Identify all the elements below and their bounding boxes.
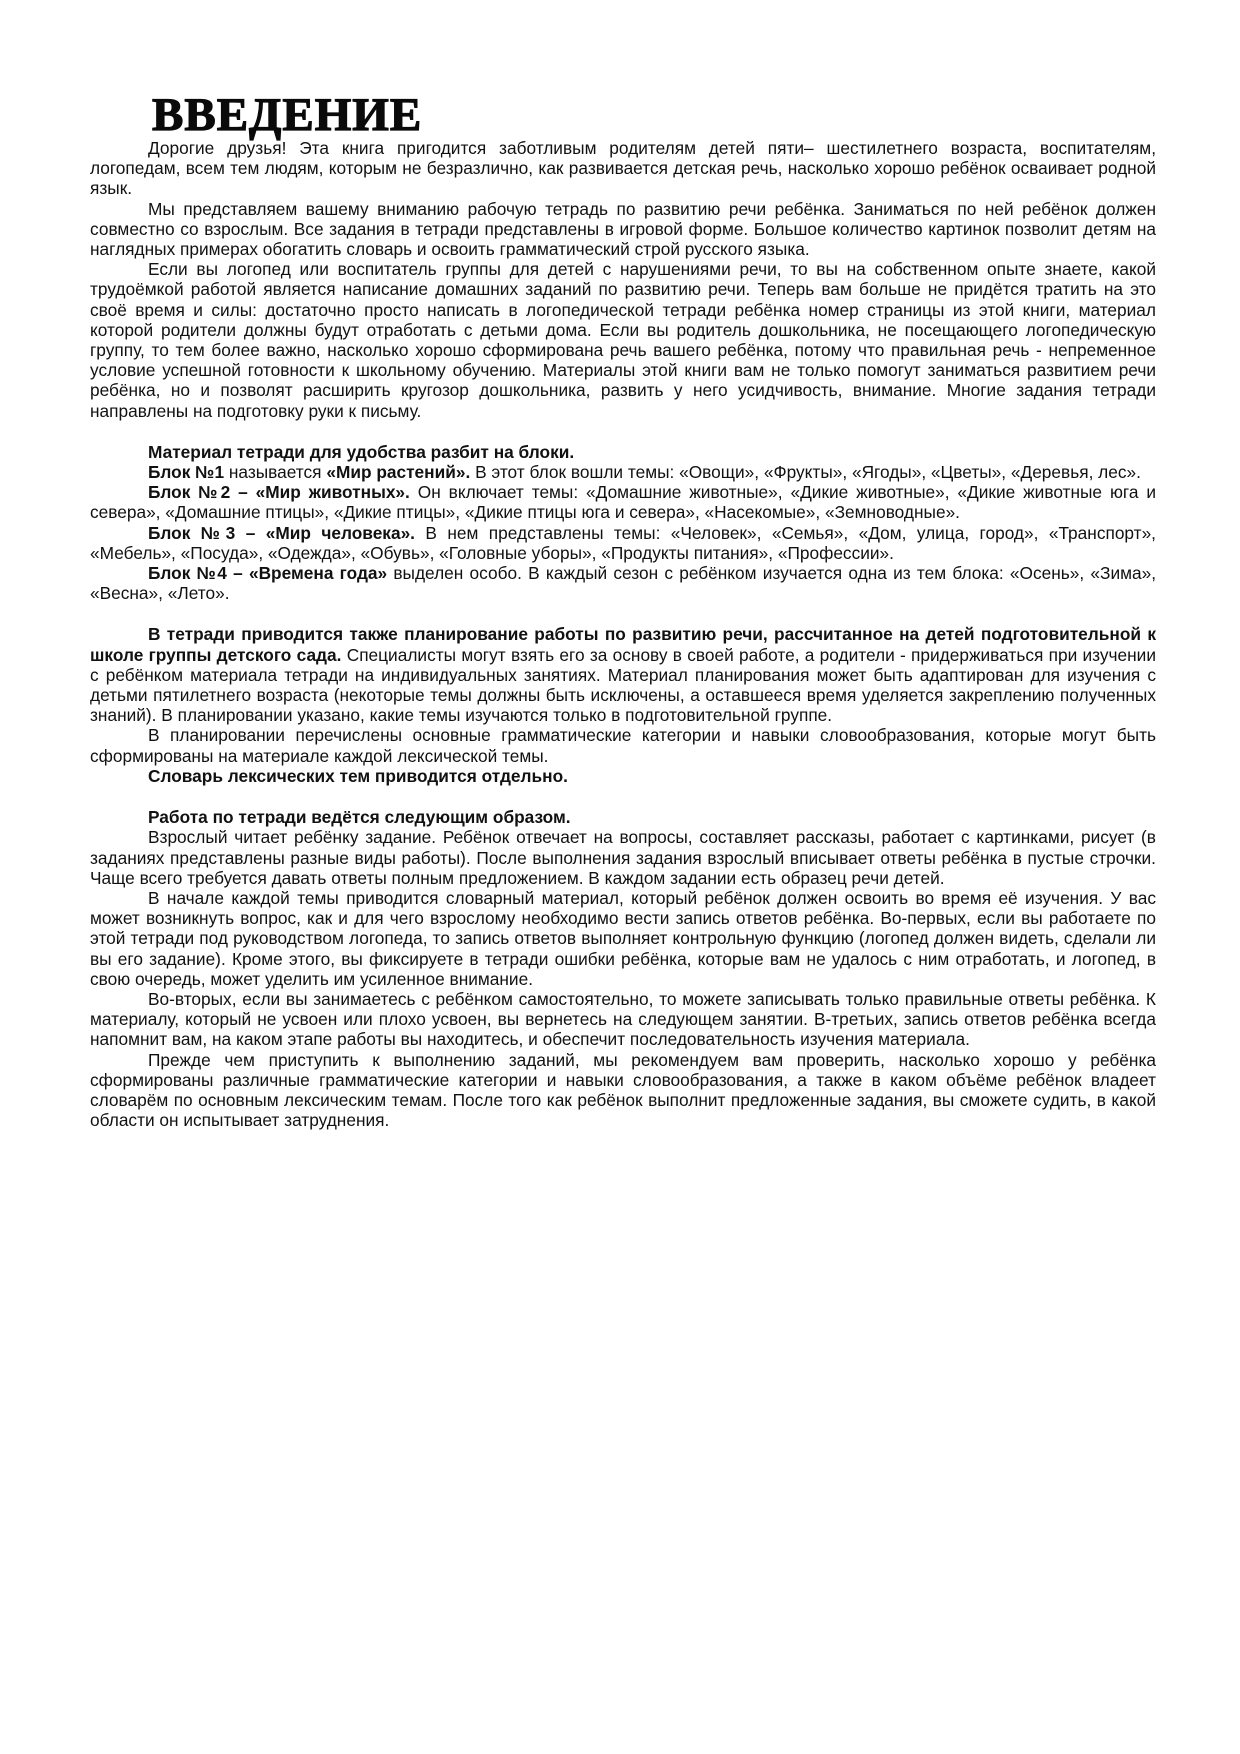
block-2-text: Он включает темы: «Домашние животные», «Дикие животные», «Дикие животные юга и севера», «Домашние птицы», «Дикие птицы», «Дикие птицы юга и севера», «Насекомые», «Земноводные».: [90, 482, 1156, 523]
workflow-heading-text: Работа по тетради ведётся следующим образом.: [148, 807, 571, 828]
planning-paragraph-2: В планировании перечислены основные грамматические категории и навыки словообразования, которые могут быть сформированы на материале каждой лексической темы.: [90, 725, 1156, 766]
block-1-name: «Мир растений».: [326, 462, 471, 483]
workflow-paragraph-2: В начале каждой темы приводится словарный материал, который ребёнок должен освоить во время её изучения. У вас может возникнуть вопрос, как и для чего взрослому необходимо вести запись ответов ребёнка. Во-первых, если вы работаете по этой тетради под руководством логопеда, то запись ответов выполняет контрольную функцию (логопед должен видеть, сделали ли вы его задание). Кроме этого, вы фиксируете в тетради ошибки ребёнка, которые вам не удалось с ним отработать, и логопед, в свою очередь, может уделить им усиленное внимание.: [90, 887, 1156, 989]
block-1-mid: называется: [224, 462, 327, 483]
workflow-paragraph-1: Взрослый читает ребёнку задание. Ребёнок отвечает на вопросы, составляет рассказы, работает с картинками, рисует (в заданиях представлены разные виды работы). После выполнения задания взрослый вписывает ответы ребёнка в пустые строчки. Чаще всего требуется давать ответы полным предложением. В каждом задании есть образец речи детей.: [90, 827, 1156, 888]
block-4-label: Блок №4 – «Времена года»: [148, 563, 388, 584]
block-1-text: В этот блок вошли темы: «Овощи», «Фрукты», «Ягоды», «Цветы», «Деревья, лес».: [470, 462, 1141, 483]
document-page: [90, 89, 1156, 1131]
block-1-paragraph: [90, 462, 1156, 482]
block-4-paragraph: [90, 563, 1156, 603]
workflow-paragraph-4: Прежде чем приступить к выполнению заданий, мы рекомендуем вам проверить, насколько хорошо у ребёнка сформированы различные грамматические категории и навыки словообразования, а также в каком объёме ребёнок владеет словарём по основным лексическим темам. После того как ребёнок выполнит предложенные задания, вы сможете судить, в какой области он испытывает затруднения.: [90, 1049, 1156, 1131]
dictionary-note: [90, 766, 1156, 786]
section-gap: [90, 421, 1156, 442]
section-gap: [90, 603, 1156, 624]
section-gap: [90, 786, 1156, 807]
intro-paragraph-3: Если вы логопед или воспитатель группы для детей с нарушениями речи, то вы на собственном опыте знаете, какой трудоёмкой работой является написание домашних заданий по развитию речи. Теперь вам больше не придётся тратить на это своё время и силы: достаточно просто написать в логопедической тетради ребёнка номер страницы из этой книги, материал которой родители должны будут отработать с детьми дома. Если вы родитель дошкольника, не посещающего логопедическую группу, то тем более важно, насколько хорошо сформирована речь вашего ребёнка, потому что правильная речь - непременное условие успешной готовности к школьному обучению. Материалы этой книги вам не только помогут заниматься развитием речи ребёнка, но и позволят расширить кругозор дошкольника, развить у него усидчивость, внимание. Многие задания тетради направлены на подготовку руки к письму.: [90, 259, 1156, 421]
block-3-label: Блок №3 – «Мир человека».: [148, 522, 415, 543]
block-3-paragraph: [90, 523, 1156, 563]
block-3-text: В нем представлены темы: «Человек», «Семья», «Дом, улица, город», «Транспорт», «Мебель», «Посуда», «Одежда», «Обувь», «Головные уборы», «Продукты питания», «Профессии».: [90, 522, 1156, 563]
dictionary-note-text: Словарь лексических тем приводится отдельно.: [148, 765, 568, 786]
intro-paragraph-2: Мы представляем вашему вниманию рабочую тетрадь по развитию речи ребёнка. Заниматься по ней ребёнок должен совместно со взрослым. Все задания в тетради представлены в игровой форме. Большое количество картинок позволит детям на наглядных примерах обогатить словарь и освоить грамматический строй русского языка.: [90, 198, 1156, 260]
workflow-heading: [90, 807, 1156, 827]
planning-paragraph-1: [90, 624, 1156, 725]
block-4-text: выделен особо. В каждый сезон с ребёнком изучается одна из тем блока: «Осень», «Зима», «Весна», «Лето».: [90, 563, 1156, 604]
planning-text: Специалисты могут взять его за основу в своей работе, а родители - придерживаться при изучении с ребёнком материала тетради на индивидуальных занятиях. Материал планирования может быть адаптирован для изучения с детьми пятилетнего возраста (некоторые темы должны быть исключены, а оставшееся время уделяется закреплению полученных знаний). В планировании указано, какие темы изучаются только в подготовительной группе.: [90, 644, 1156, 726]
block-1-label: Блок №1: [148, 462, 225, 483]
blocks-heading-text: Материал тетради для удобства разбит на блоки.: [148, 441, 575, 462]
block-2-paragraph: [90, 482, 1156, 522]
page-title: ВВЕДЕНИЕ: [152, 89, 423, 141]
block-2-label: Блок №2 – «Мир животных».: [148, 482, 410, 503]
workflow-paragraph-3: Во-вторых, если вы занимаетесь с ребёнком самостоятельно, то можете записывать только правильные ответы ребёнка. К материалу, который не усвоен или плохо усвоен, вы вернетесь на следующем занятии. В-третьих, запись ответов ребёнка всегда напомнит вам, на каком этапе работы вы находитесь, и обеспечит последовательность изучения материала.: [90, 988, 1156, 1050]
blocks-heading: [90, 442, 1156, 462]
planning-bold-lead: В тетради приводится также планирование работы по развитию речи, рассчитанное на детей подготовительной к школе группы детского сада.: [90, 624, 1156, 665]
intro-paragraph-1: Дорогие друзья! Эта книга пригодится заботливым родителям детей пяти– шестилетнего возраста, воспитателям, логопедам, всем тем людям, которым не безразлично, как развивается детская речь, насколько хорошо ребёнок осваивает родной язык.: [90, 138, 1156, 199]
